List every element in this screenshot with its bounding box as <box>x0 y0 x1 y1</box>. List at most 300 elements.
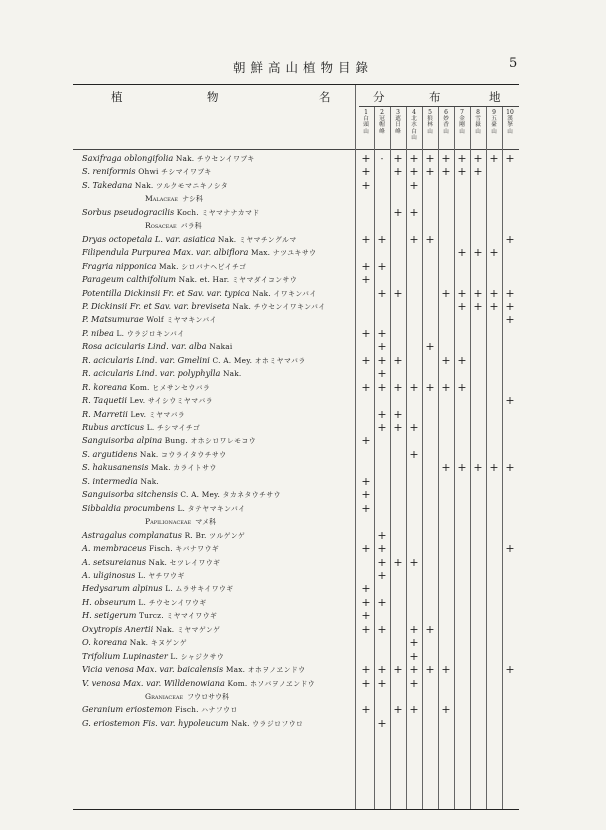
distribution-mark: + <box>361 703 371 717</box>
distribution-mark: + <box>425 622 435 636</box>
distribution-mark: + <box>377 676 387 690</box>
plant-latin-name: Sanguisorba sitchensis <box>82 489 178 500</box>
table-row <box>73 327 519 340</box>
distribution-mark: + <box>505 286 515 300</box>
region-column-label: 漢拏山 <box>507 116 513 135</box>
header-bottom-rule <box>73 149 519 150</box>
distribution-mark: + <box>393 555 403 569</box>
plant-authority: L. <box>137 570 146 580</box>
distribution-mark: + <box>361 582 371 596</box>
distribution-mark: + <box>393 703 403 717</box>
plant-latin-name: Oxytropis Anertii <box>82 623 154 634</box>
plant-authority: Turcz. <box>138 611 164 621</box>
plant-name <box>82 327 185 341</box>
distribution-mark: + <box>393 205 403 219</box>
plant-authority: Kom. <box>129 382 150 392</box>
distribution-mark: + <box>505 232 515 246</box>
region-column-label: 雪嶽山 <box>475 116 481 135</box>
distribution-mark: + <box>457 299 467 313</box>
plant-name <box>82 300 326 314</box>
plant-name <box>82 623 220 637</box>
family-japanese-name: フウロサウ科 <box>187 693 230 701</box>
table-row <box>73 623 519 636</box>
plant-name <box>82 717 303 731</box>
distribution-mark: + <box>361 434 371 448</box>
plant-name <box>82 179 228 193</box>
distribution-mark: + <box>473 299 483 313</box>
distribution-mark: + <box>377 528 387 542</box>
plant-latin-name: Rosa acicularis Lind. var. alba <box>82 341 207 352</box>
plant-japanese-name: ミヤマイワウギ <box>166 612 218 621</box>
plant-latin-name: Fragria nipponica <box>82 260 157 271</box>
plant-latin-name: R. Taquetii <box>82 395 127 406</box>
plant-latin-name: Saxifraga oblongifolia <box>82 153 174 163</box>
distribution-mark: + <box>361 663 371 677</box>
plant-name <box>82 663 306 677</box>
plant-name <box>82 475 159 489</box>
family-heading <box>145 690 229 704</box>
distribution-mark: + <box>361 595 371 609</box>
plant-japanese-name: ヒメサンセウバラ <box>152 383 211 392</box>
plant-latin-name: S. intermedia <box>82 475 138 486</box>
family-japanese-name: ナシ科 <box>182 195 203 204</box>
distribution-mark: + <box>489 461 499 475</box>
plant-name <box>82 556 220 570</box>
distribution-mark: + <box>377 716 387 730</box>
plant-latin-name: R. acicularis Lind. var. Gmelini <box>82 354 210 365</box>
distribution-mark: + <box>409 205 419 219</box>
plant-japanese-name: ツルゲンゲ <box>209 531 246 540</box>
plant-authority: Mak. <box>159 261 179 271</box>
region-column-header <box>358 109 374 149</box>
distribution-mark: + <box>393 663 403 677</box>
region-column-label: 金剛山 <box>459 116 465 135</box>
plant-latin-name: Potentilla Dickinsii Fr. et Sav. var. typica <box>82 287 250 298</box>
plant-authority: L. <box>138 597 147 607</box>
table-row <box>73 260 519 273</box>
table-row <box>73 408 519 421</box>
distribution-mark: + <box>457 286 467 300</box>
plant-authority: Lev. <box>130 409 147 419</box>
distribution-mark: + <box>505 313 515 327</box>
plant-latin-name: S. Takedana <box>82 179 133 190</box>
family-latin-name: Malaceae <box>145 194 179 204</box>
plant-latin-name: Rubus arcticus <box>82 422 145 432</box>
distribution-mark: + <box>425 340 435 354</box>
distribution-header-char: 分 <box>373 90 385 104</box>
plant-name <box>82 287 317 301</box>
distribution-mark: + <box>505 542 515 556</box>
table-row <box>73 381 519 394</box>
distribution-mark: + <box>409 165 419 179</box>
distribution-mark: + <box>457 152 467 165</box>
plant-japanese-name: チウセンイワキンバイ <box>253 302 326 311</box>
distribution-mark: + <box>393 421 403 434</box>
distribution-mark: + <box>377 326 387 340</box>
distribution-mark: + <box>441 286 451 300</box>
family-heading <box>145 219 202 233</box>
plant-japanese-name: キバナワウギ <box>175 545 220 554</box>
table-row <box>73 475 519 488</box>
distribution-mark: + <box>409 663 419 677</box>
plant-latin-name: V. venosa Max. var. Willdenowiana <box>82 677 225 688</box>
distribution-mark: + <box>441 380 451 394</box>
table-row <box>73 556 519 569</box>
plant-name <box>82 394 213 408</box>
distribution-mark: + <box>441 353 451 367</box>
plant-name <box>82 165 212 179</box>
distribution-mark: + <box>393 380 403 394</box>
distribution-mark: + <box>409 649 419 663</box>
family-latin-name: Papilionaceae <box>145 517 192 527</box>
plant-authority: Max. <box>225 665 246 675</box>
region-column-label: 五臺山 <box>491 116 497 135</box>
family-japanese-name: バラ科 <box>180 222 202 231</box>
plant-name <box>82 421 200 435</box>
plant-japanese-name: ミヤマゲンゲ <box>176 625 221 634</box>
plant-name <box>82 488 281 502</box>
plant-japanese-name: カライトサウ <box>173 464 217 473</box>
table-row <box>73 394 519 407</box>
distribution-mark: + <box>377 380 387 394</box>
plant-authority: Nak. <box>148 557 168 567</box>
plant-latin-name: Hedysarum alpinus <box>82 583 163 594</box>
plant-authority: L. <box>116 328 125 338</box>
plant-japanese-name: ミヤマバラ <box>148 410 186 419</box>
region-column-number: 4 <box>412 109 416 116</box>
distribution-mark: + <box>505 461 515 475</box>
plant-latin-name: Sorbus pseudogracilis <box>82 206 175 217</box>
plant-japanese-name: オホヲノヱンドウ <box>247 666 306 675</box>
distribution-mark: + <box>409 152 419 165</box>
table-row <box>73 340 519 353</box>
region-column-label: 遮日峰 <box>395 116 401 135</box>
distribution-header <box>359 85 519 107</box>
plant-authority: C. A. Mey. <box>212 355 253 365</box>
region-column-label: 冠帽峰 <box>379 116 385 135</box>
plant-authority: Nak. et. Har. <box>178 275 230 285</box>
plant-latin-name: O. koreana <box>82 637 128 648</box>
plant-authority: Nak. <box>175 154 195 163</box>
plant-header-char: 名 <box>319 90 331 104</box>
region-column-number: 6 <box>444 109 448 116</box>
distribution-mark: + <box>361 622 371 636</box>
plant-latin-name: A. setsureianus <box>82 556 146 567</box>
plant-distribution-table <box>73 84 519 810</box>
plant-name <box>82 246 316 260</box>
plant-japanese-name: セツレイワウギ <box>169 558 221 567</box>
region-column-number: 1 <box>364 109 368 116</box>
table-row <box>73 461 519 474</box>
plant-latin-name: Dryas octopetala L. var. asiatica <box>82 233 216 244</box>
distribution-mark: + <box>441 152 451 165</box>
table-row <box>73 179 519 192</box>
distribution-mark: + <box>457 461 467 475</box>
region-column-number: 2 <box>380 109 384 116</box>
distribution-mark: + <box>425 165 435 179</box>
region-column-header <box>438 109 454 149</box>
distribution-mark: + <box>377 595 387 609</box>
distribution-mark: + <box>409 421 419 434</box>
distribution-mark: + <box>377 232 387 246</box>
plant-latin-name: Astragalus complanatus <box>82 529 182 540</box>
table-row <box>73 448 519 461</box>
plant-latin-name: H. setigerum <box>82 610 137 621</box>
table-row <box>73 300 519 313</box>
plant-latin-name: Sanguisorba alpina <box>82 435 163 446</box>
table-row <box>73 650 519 663</box>
plant-latin-name: S. argutidens <box>82 448 138 459</box>
plant-authority: Nak. <box>140 476 159 486</box>
plant-japanese-name: チシマイワブキ <box>161 168 212 177</box>
plant-authority: L. <box>177 503 186 513</box>
plant-name <box>82 313 217 327</box>
plant-authority: Nak. <box>139 449 159 459</box>
plant-japanese-name: サイシウミヤマバラ <box>147 397 214 406</box>
family-heading-row <box>73 192 519 205</box>
region-column-number: 7 <box>460 109 464 116</box>
distribution-mark: + <box>361 609 371 623</box>
plant-authority: Lev. <box>129 396 146 406</box>
distribution-header-char: 地 <box>489 90 501 104</box>
plant-japanese-name: オホミヤマバラ <box>254 356 306 365</box>
distribution-mark: + <box>377 421 387 434</box>
region-column-header <box>406 109 422 149</box>
distribution-header-char: 布 <box>429 90 441 104</box>
plant-latin-name: Vicia venosa Max. var. baicalensis <box>82 664 224 675</box>
plant-japanese-name: タカネタウチサウ <box>222 491 281 500</box>
region-column-number: 9 <box>492 109 496 116</box>
plant-name <box>82 502 246 516</box>
plant-japanese-name: チシマイチゴ <box>157 424 201 432</box>
family-latin-name: Rosaceae <box>145 221 177 231</box>
plant-authority: Fisch. <box>149 544 173 554</box>
distribution-mark: + <box>489 299 499 313</box>
region-column-header <box>454 109 470 149</box>
plant-name <box>82 381 210 395</box>
plant-japanese-name: ヤチワウギ <box>148 571 185 580</box>
plant-latin-name: Parageum calthifolium <box>82 274 177 285</box>
distribution-mark: + <box>505 663 515 677</box>
plant-authority: Ohwi <box>138 167 159 177</box>
distribution-mark: + <box>393 152 403 165</box>
table-row <box>73 529 519 542</box>
plant-japanese-name: ウラジロフウロ <box>252 719 304 728</box>
distribution-mark: + <box>361 501 371 515</box>
plant-name <box>82 260 246 274</box>
plant-authority: R. Br. <box>184 530 207 540</box>
plant-name <box>82 650 224 664</box>
plant-name <box>82 233 297 247</box>
distribution-mark: + <box>361 152 371 165</box>
table-row <box>73 569 519 582</box>
family-heading-row <box>73 690 519 703</box>
table-row <box>73 502 519 515</box>
plant-name <box>82 434 256 448</box>
distribution-mark: + <box>473 152 483 165</box>
distribution-mark: + <box>361 232 371 246</box>
plant-name <box>82 582 234 596</box>
plant-name <box>82 448 227 462</box>
plant-latin-name: P. nibea <box>82 327 114 338</box>
plant-japanese-name: ムラサキイワウギ <box>175 585 234 594</box>
table-row <box>73 152 519 165</box>
distribution-mark: + <box>361 326 371 340</box>
plant-latin-name: G. eriostemon Fis. var. hypoleucum <box>82 717 229 728</box>
region-column-number: 10 <box>506 109 514 116</box>
distribution-mark: + <box>409 178 419 192</box>
region-column-header <box>390 109 406 149</box>
plant-authority: L. <box>165 584 173 594</box>
plant-latin-name: R. acicularis Lind. var. polyphylla <box>82 368 221 379</box>
region-column-label: 白頭山 <box>363 116 369 135</box>
distribution-mark: + <box>489 246 499 260</box>
plant-latin-name: Filipendula Purpurea Max. var. albiflora <box>82 247 249 258</box>
family-japanese-name: マメ科 <box>195 518 217 527</box>
plant-japanese-name: ミヤマダイコンサウ <box>231 276 298 285</box>
distribution-mark: + <box>425 152 435 165</box>
plant-authority: Wolf <box>146 315 164 325</box>
region-column-number: 5 <box>428 109 432 116</box>
table-row <box>73 582 519 595</box>
distribution-mark: + <box>505 299 515 313</box>
distribution-mark: + <box>457 353 467 367</box>
plant-authority: Nak. <box>231 718 250 728</box>
plant-name <box>82 273 297 287</box>
plant-japanese-name: シロバナヘビイチゴ <box>181 262 247 271</box>
region-column-label: 北水白山 <box>411 116 417 141</box>
plant-name-header <box>73 85 355 107</box>
plant-latin-name: R. Marretii <box>82 408 128 419</box>
plant-japanese-name: チウセンイワウギ <box>148 598 207 607</box>
plant-header-char: 植 <box>111 90 123 104</box>
plant-japanese-name: チウセンイワブキ <box>196 155 255 163</box>
plant-authority: Fisch. <box>174 705 199 715</box>
distribution-mark: + <box>361 542 371 556</box>
plant-name <box>82 408 185 422</box>
region-column-header <box>486 109 502 149</box>
distribution-mark: + <box>457 246 467 260</box>
plant-name <box>82 529 245 543</box>
distribution-mark: + <box>505 394 515 408</box>
distribution-mark: + <box>409 676 419 690</box>
table-row <box>73 488 519 501</box>
distribution-mark: + <box>409 232 419 246</box>
distribution-mark: + <box>361 178 371 192</box>
distribution-mark: + <box>393 165 403 179</box>
distribution-mark: + <box>361 353 371 367</box>
distribution-mark: + <box>441 663 451 677</box>
distribution-mark: + <box>377 340 387 354</box>
distribution-mark: + <box>489 152 499 165</box>
table-row <box>73 367 519 380</box>
plant-latin-name: Geranium eriostemon <box>82 704 173 715</box>
table-row <box>73 434 519 447</box>
region-column-number: 8 <box>476 109 480 116</box>
plant-japanese-name: タテヤマキンバイ <box>187 504 246 513</box>
plant-name <box>82 636 187 650</box>
table-row <box>73 703 519 716</box>
table-row <box>73 596 519 609</box>
table-row <box>73 246 519 259</box>
distribution-mark: + <box>473 286 483 300</box>
distribution-mark: + <box>457 380 467 394</box>
plant-name <box>82 152 255 166</box>
plant-name <box>82 569 185 583</box>
region-column-header <box>470 109 486 149</box>
region-column-header <box>502 109 518 149</box>
distribution-mark: + <box>505 152 515 165</box>
table-row <box>73 421 519 434</box>
table-row <box>73 287 519 300</box>
family-heading <box>145 515 216 529</box>
plant-latin-name: Trifolium Lupinaster <box>82 650 168 661</box>
distribution-mark: + <box>441 703 451 717</box>
distribution-mark: + <box>425 380 435 394</box>
header-divider <box>359 106 519 107</box>
plant-japanese-name: シャジクサウ <box>180 652 225 661</box>
plant-authority: Nak. <box>129 638 149 648</box>
table-row <box>73 542 519 555</box>
plant-japanese-name: ミヤマチングルマ <box>238 235 297 244</box>
plant-name <box>82 340 232 354</box>
distribution-mark: + <box>393 353 403 367</box>
distribution-mark: + <box>361 259 371 273</box>
table-row <box>73 609 519 622</box>
plant-japanese-name: ハナフウロ <box>201 706 238 715</box>
distribution-mark: + <box>377 622 387 636</box>
table-row <box>73 354 519 367</box>
plant-authority: L. <box>170 651 179 661</box>
plant-latin-name: A. membraceus <box>82 543 147 554</box>
plant-japanese-name: ホソバヲノヱンドウ <box>250 679 316 688</box>
distribution-mark: + <box>361 273 371 287</box>
page-number: 5 <box>509 56 518 71</box>
plant-authority: Mak. <box>151 463 171 473</box>
table-row <box>73 663 519 676</box>
plant-latin-name: H. obseurum <box>82 596 136 607</box>
plant-authority: Kom. <box>227 678 248 688</box>
distribution-mark: + <box>441 165 451 179</box>
region-column-number: 3 <box>396 109 400 116</box>
plant-name <box>82 703 238 717</box>
plant-authority: Koch. <box>176 207 199 217</box>
plant-authority: Bung. <box>164 436 188 446</box>
plant-name <box>82 596 207 610</box>
plant-latin-name: P. Matsumurae <box>82 314 144 325</box>
table-row <box>73 206 519 219</box>
region-column-label: 狼林山 <box>427 116 433 135</box>
plant-authority: Max. <box>250 248 271 258</box>
plant-authority: Nakai <box>209 342 233 352</box>
distribution-mark: + <box>361 380 371 394</box>
table-row <box>73 233 519 246</box>
plant-authority: Nak. <box>155 624 175 634</box>
table-row <box>73 636 519 649</box>
distribution-mark: + <box>457 165 467 179</box>
distribution-mark: + <box>393 407 403 421</box>
distribution-mark: + <box>425 663 435 677</box>
family-latin-name: Graniaceae <box>145 692 184 701</box>
plant-latin-name: R. koreana <box>82 381 128 392</box>
distribution-mark: + <box>361 676 371 690</box>
distribution-mark: + <box>489 286 499 300</box>
plant-japanese-name: キヌゲンゲ <box>150 639 188 648</box>
plant-latin-name: S. hakusanensis <box>82 462 149 473</box>
distribution-mark: + <box>377 353 387 367</box>
distribution-mark: + <box>425 232 435 246</box>
plant-authority: Nak. <box>232 301 252 311</box>
